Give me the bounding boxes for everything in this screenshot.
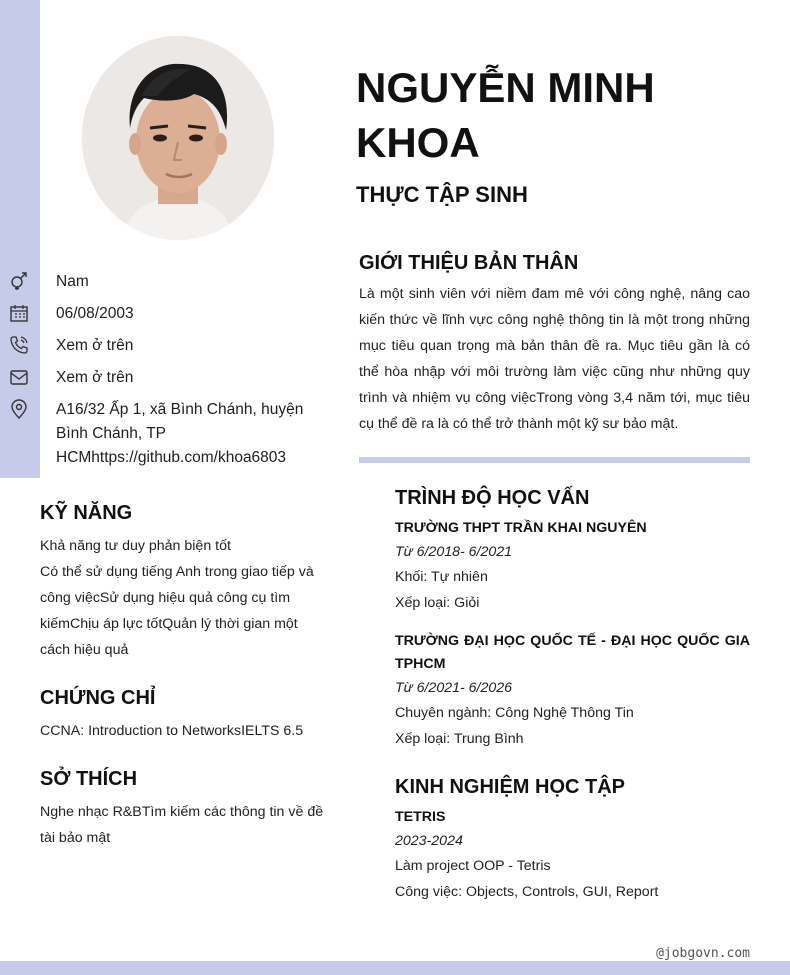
footer-credit: @jobgovn.com [656,946,750,961]
experience-name: TETRIS [395,809,446,825]
experience-period: 2023-2024 [395,833,463,849]
certificates-text: CCNA: Introduction to NetworksIELTS 6.5 [40,723,304,739]
about-text: Là một sinh viên với niềm đam mê với công nghệ, nâng cao kiến thức về lĩnh vực công nghệ thông tin là một trong những mục tiêu quan trọng mà bản thân đề ra. Mục tiêu gần là có thể hòa nhập với môi trường làm việc cũng như những quy trình và nhiệm vụ công việcTrong vòng 3,4 năm tới, mục tiêu cụ thể đề ra là có thể trở thành một kỹ sư bảo mật. [359,286,750,432]
experience-heading: KINH NGHIỆM HỌC TẬP [395,776,625,798]
profile-photo [82,36,274,240]
calendar-icon [9,303,29,323]
section-divider [359,457,750,463]
skills-text: Khả năng tư duy phản biện tốt Có thể sử dụng tiếng Anh trong giao tiếp và công việcSử dụng hiệu quả công cụ tìm kiếmChịu áp lực tốtQuản lý thời gian một cách hiệu quả [40,538,314,658]
mail-icon [9,367,29,387]
education-detail-1a: Khối: Tự nhiên [395,569,488,585]
education-school-1: TRƯỜNG THPT TRẦN KHAI NGUYÊN [395,520,647,536]
about-heading: GIỚI THIỆU BẢN THÂN [359,252,579,274]
birthdate-text: 06/08/2003 [56,305,134,322]
skills-heading: KỸ NĂNG [40,502,133,524]
address-text: A16/32 Ấp 1, xã Bình Chánh, huyện Bình Chánh, TP HCMhttps://github.com/khoa6803 [56,401,304,466]
footer-accent-bar [0,961,790,975]
education-detail-2a: Chuyên ngành: Công Nghệ Thông Tin [395,705,634,721]
email-text: Xem ở trên [56,369,134,386]
candidate-name: NGUYỄN MINH KHOA [356,64,655,166]
hobbies-text: Nghe nhạc R&BTìm kiếm các thông tin về đề tài bảo mật [40,804,324,846]
education-period-2: Từ 6/2021- 6/2026 [395,680,513,696]
education-heading: TRÌNH ĐỘ HỌC VẤN [395,487,590,509]
education-detail-2b: Xếp loại: Trung Bình [395,731,524,747]
phone-icon [9,335,29,355]
education-detail-1b: Xếp loại: Giỏi [395,595,480,611]
education-period-1: Từ 6/2018- 6/2021 [395,544,513,560]
experience-detail-a: Làm project OOP - Tetris [395,858,551,874]
gender-text: Nam [56,273,89,290]
certificates-heading: CHỨNG CHỈ [40,687,156,709]
experience-detail-b: Công việc: Objects, Controls, GUI, Report [395,884,659,900]
education-school-2: TRƯỜNG ĐẠI HỌC QUỐC TẾ - ĐẠI HỌC QUỐC GIA TPHCM [395,633,750,672]
phone-text: Xem ở trên [56,337,134,354]
hobbies-heading: SỞ THÍCH [40,768,138,790]
location-icon [9,399,29,419]
candidate-role: THỰC TẬP SINH [356,182,528,207]
gender-icon [9,271,29,291]
